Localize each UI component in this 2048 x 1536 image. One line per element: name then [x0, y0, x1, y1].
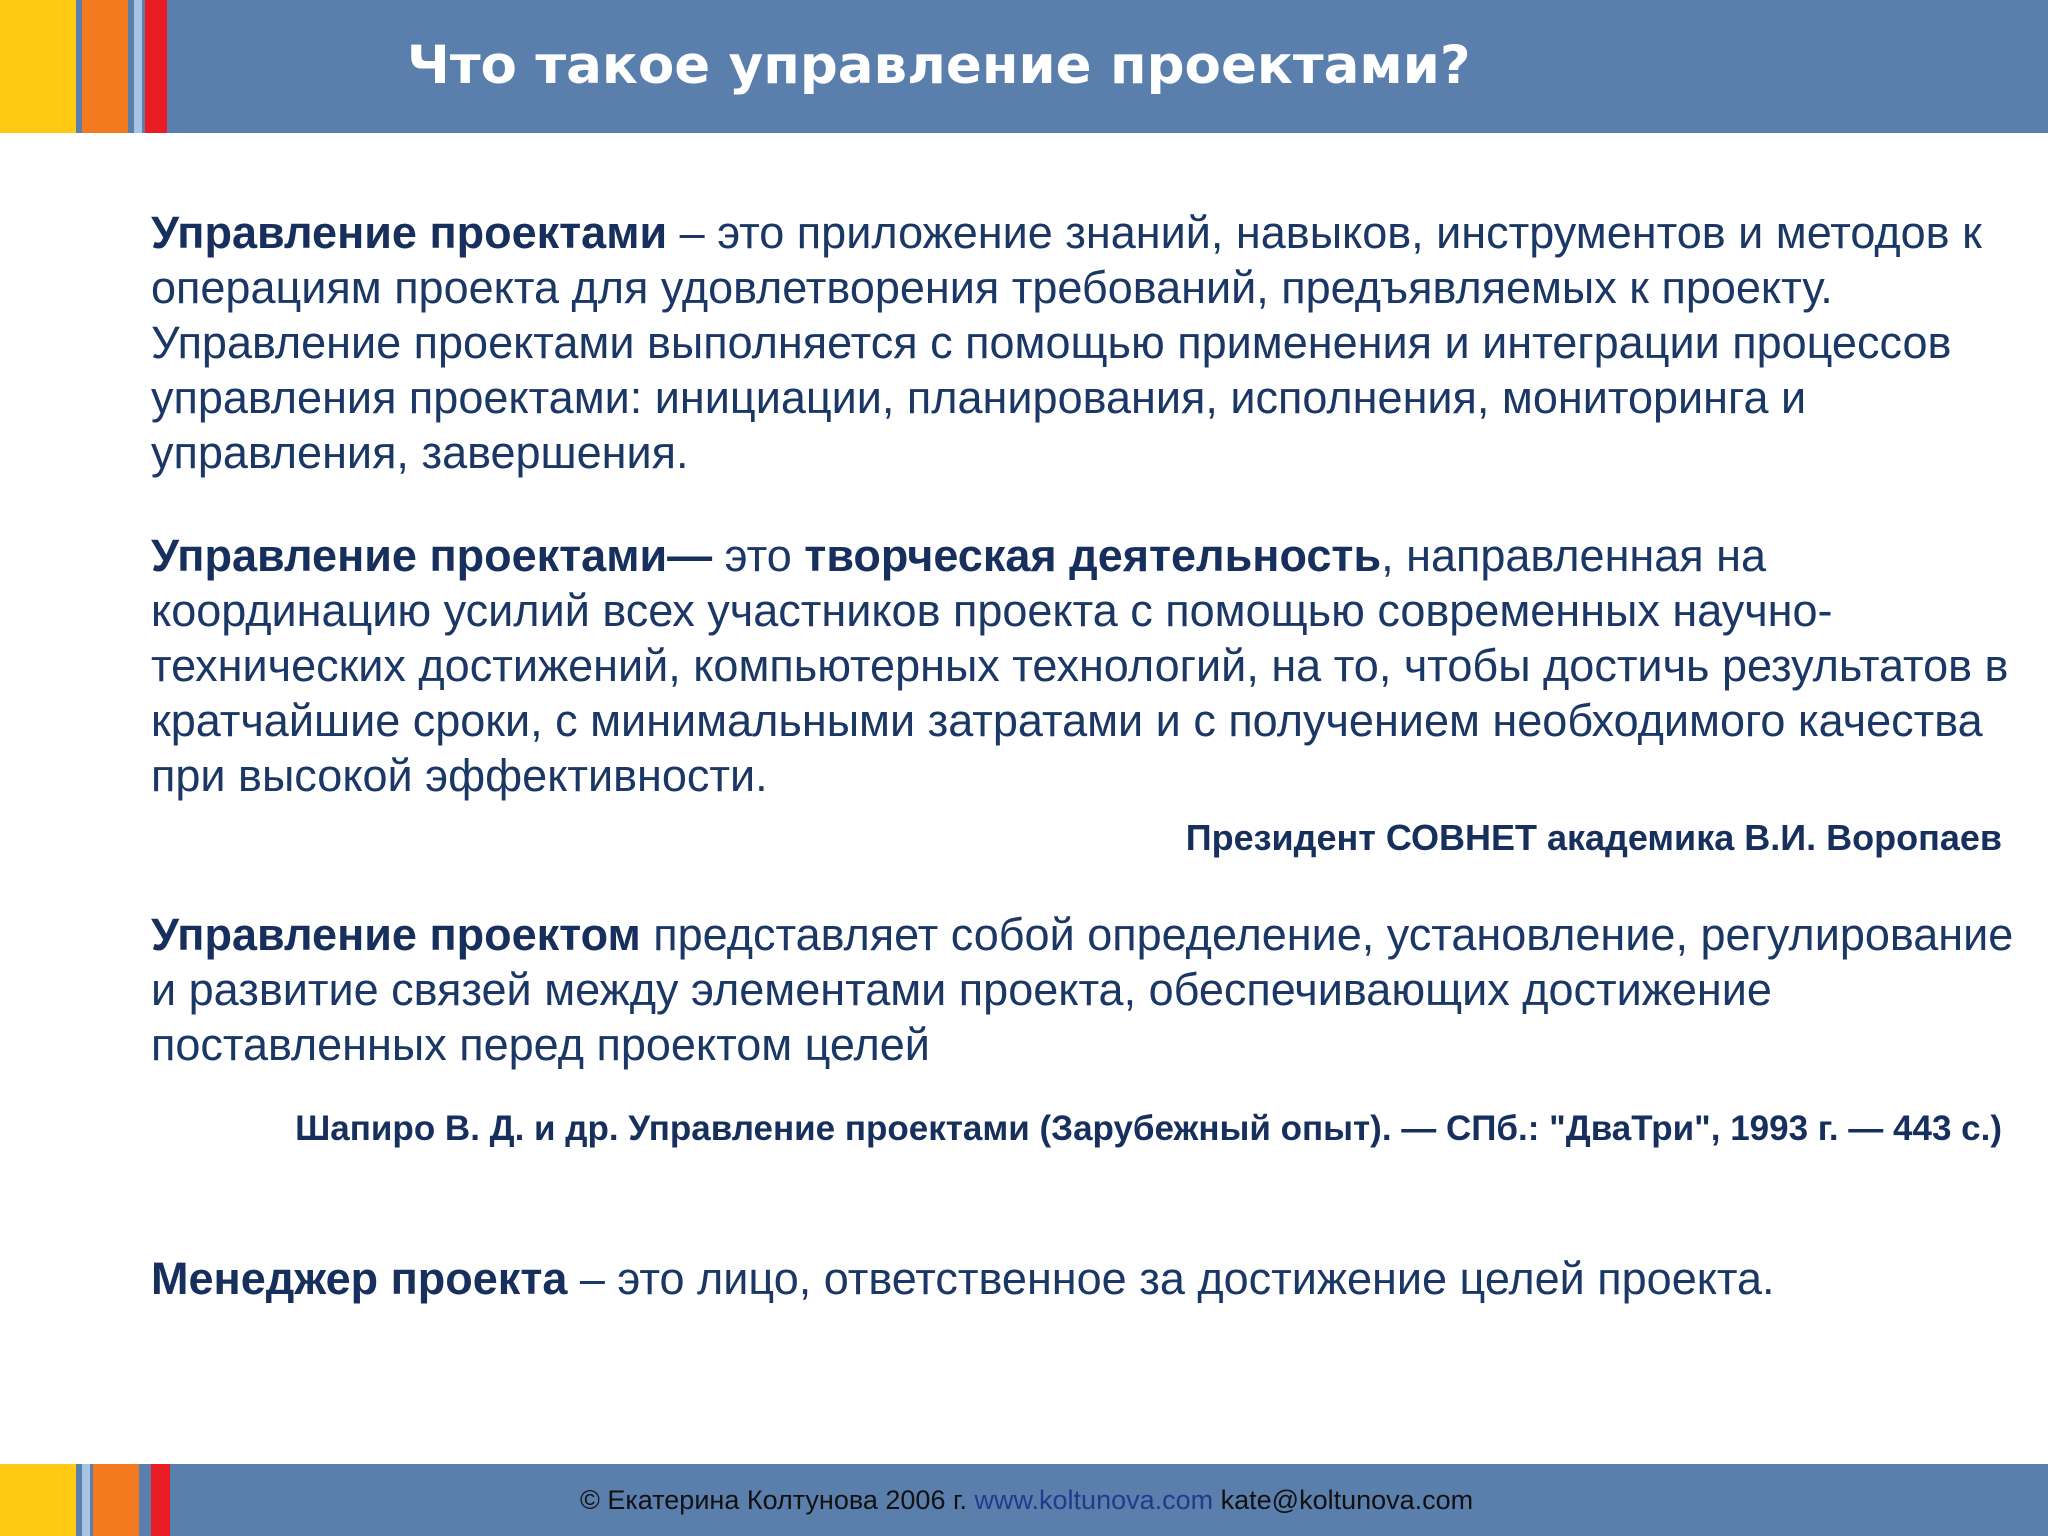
- definition-text-2b: , направленная на координацию усилий всех участников проекта с помощью современных научно-технических достижений, компьютерных технологий, на то, чтобы достичь результатов в кратчайшие сроки, с минимальными затратами и с получением необходимого качества при высокой эффективности.: [151, 530, 2009, 801]
- red-stripe: [145, 0, 167, 133]
- header-bar: [0, 0, 2048, 133]
- definition-term-1: Управление проектами: [151, 207, 668, 258]
- orange-stripe: [82, 0, 128, 133]
- attribution-voropaev: Президент СОВНЕТ академика В.И. Воропаев: [1185, 817, 2002, 858]
- definition-term-4: Менеджер проекта: [151, 1253, 568, 1304]
- footer-text: [580, 1482, 1473, 1518]
- definition-paragraph-2: [151, 528, 2021, 803]
- definition-paragraph-1: [151, 205, 2021, 480]
- footer-email: kate@koltunova.com: [1213, 1485, 1474, 1515]
- red-stripe: [151, 1464, 170, 1536]
- definition-term-3: Управление проектом: [151, 909, 641, 960]
- yellow-stripe: [0, 0, 76, 133]
- definition-paragraph-4: [151, 1251, 2021, 1306]
- yellow-stripe: [0, 1464, 76, 1536]
- footer-copyright: © Екатерина Колтунова 2006 г.: [580, 1485, 975, 1515]
- definition-text-3: представляет собой определение, установление, регулирование и развитие связей между элементами проекта, обеспечивающих достижение поставленных перед проектом целей: [151, 909, 2014, 1070]
- definition-text-2a: это: [712, 530, 805, 581]
- orange-stripe: [93, 1464, 139, 1536]
- attribution-shapiro: Шапиро В. Д. и др. Управление проектами (Зарубежный опыт). — СПб.: "ДваТри", 1993 г. — 443 с.): [295, 1109, 2002, 1148]
- slide-title: Что такое управление проектами?: [407, 35, 1471, 96]
- light-blue-stripe: [134, 0, 142, 133]
- footer-bar: [0, 1464, 2048, 1536]
- light-blue-stripe: [82, 1464, 90, 1536]
- definition-text-1: – это приложение знаний, навыков, инструментов и методов к операциям проекта для удовлетворения требований, предъявляемых к проекту. Управление проектами выполняется с помощью применения и интеграции процессов управления проектами: инициации, планирования, исполнения, мониторинга и управления, завершения.: [151, 207, 1982, 478]
- definition-emphasis-2: творческая деятельность: [804, 530, 1382, 581]
- definition-paragraph-3: [151, 907, 2021, 1072]
- definition-term-2: Управление проектами—: [151, 530, 713, 581]
- footer-website-link[interactable]: www.koltunova.com: [974, 1485, 1214, 1515]
- definition-text-4: – это лицо, ответственное за достижение целей проекта.: [567, 1253, 1775, 1304]
